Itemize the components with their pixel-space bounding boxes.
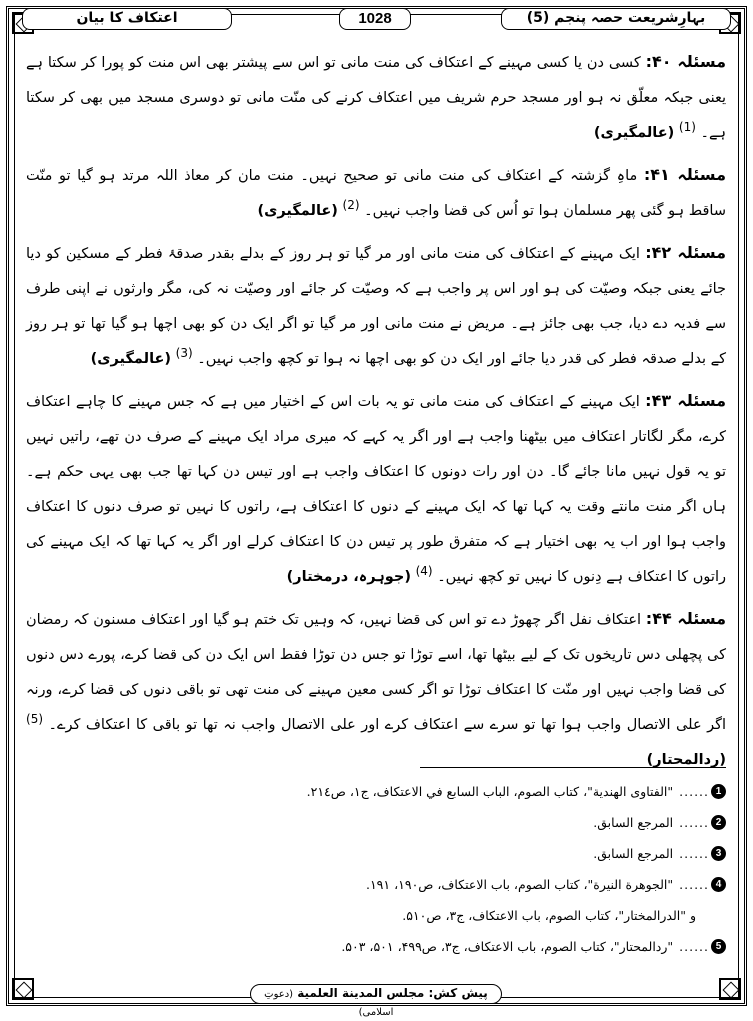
footnote-ref[interactable]: (3) (175, 346, 193, 361)
chapter-title: اعتکاف کا بیان (22, 8, 232, 30)
masala-label: مسئلہ ۴۰: (645, 52, 727, 71)
footnote-text: المرجع السابق. (593, 846, 674, 861)
footnote-leader: ...... (679, 815, 709, 830)
masala-label: مسئلہ ۴۲: (645, 243, 727, 262)
publisher-org: (دعوتِ اسلامی) (264, 989, 394, 1018)
masala-label: مسئلہ ۴۳: (645, 391, 727, 410)
footnote-text: "ردالمحتار"، کتاب الصوم، باب الاعتکاف، ج۳، ص۴۹۹، ۵۰۱، ۵۰۳. (341, 939, 674, 954)
footnotes (26, 776, 726, 962)
footnote-item (26, 838, 726, 869)
footnote-number-badge: 1 (711, 784, 726, 799)
page-number: 1028 (339, 8, 411, 30)
footnote-text: "الفتاوی الهندیة"، کتاب الصوم، الباب السابع في الاعتکاف، ج۱، ص۲۱٤. (306, 784, 674, 799)
publisher-name: مجلس المدینة العلمیة (297, 986, 425, 1000)
footnote-item (26, 931, 726, 962)
footnote-ref[interactable]: (4) (415, 564, 433, 579)
source-citation: (عالمگیری) (257, 203, 338, 219)
masala-text: اعتکاف نفل اگر چھوڑ دے تو اس کی قضا نہیں، کہ وہیں تک ختم ہو گیا اور اعتکاف مسنون کہ رمضان کی پچھلی دس تاریخوں تک کے لیے بیٹھا تھا، اسے توڑا تو جس دن توڑا فقط اس ایک دن کی قضا کرے، پورے دس دنوں کی قضا واجب نہیں اور منّت کا اعتکاف توڑا تو اگر کسی معین مہینے کی منت تھی تو باقی دنوں کی قضا کرے، ورنہ اگر علی الاتصال واجب ہوا تھا تو سرے سے اعتکاف کرے اور علی الاتصال واجب نہ تھا تو باقی کا اعتکاف کرے۔ (26, 612, 727, 733)
masala-40 (26, 44, 726, 151)
footnote-item (26, 900, 726, 931)
source-citation: (ردالمحتار) (646, 752, 726, 768)
masala-text: کسی دن یا کسی مہینے کے اعتکاف کی منت مانی تو اس سے پیشتر بھی اس منت کو پورا کر سکتا ہے یعنی جبکہ معلّق نہ ہو اور مسجد حرم شریف میں اعتکاف کرنے کی منّت مانی تو دوسری مسجد میں بھی کر سکتا ہے۔ (26, 55, 726, 141)
masala-label: مسئلہ ۴۴: (645, 609, 727, 628)
footnote-number-badge: 3 (711, 846, 726, 861)
footnote-text: "الجوهرة النیرة"، کتاب الصوم، باب الاعتکاف، ص۱۹۰، ۱۹۱. (365, 877, 674, 892)
page-header (22, 6, 731, 32)
footnote-leader: ...... (679, 784, 709, 799)
footnote-item (26, 869, 726, 900)
footnote-leader: ...... (679, 846, 709, 861)
book-title: بہارِشریعت حصہ پنجم (5) (501, 8, 731, 30)
footnote-leader: ...... (679, 877, 709, 892)
masala-text: ایک مہینے کے اعتکاف کی منت مانی اور مر گیا تو ہر روز کے بدلے بقدر صدقۂ فطر کے مسکین کو دیا جائے یعنی جبکہ وصیّت کی ہو اور اس پر واجب ہے کہ وصیّت کر جائے اور وصیّت نہ کی، مگر وارثوں نے اپنی طرف سے فدیہ دے دیا، جب بھی جائز ہے۔ مریض نے منت مانی اور مر گیا تو اگر ایک دن کو بھی اچھا ہو گیا تھا تو ہر روز کے بدلے صدقہ فطر کی قدر دیا جائے اور ایک دن کو بھی اچھا نہ ہوا تو کچھ واجب نہیں۔ (26, 246, 726, 367)
footnote-text: و "الدرالمختار"، کتاب الصوم، باب الاعتکاف، ج۳، ص۵۱۰. (402, 908, 696, 923)
footnote-leader: ...... (679, 939, 709, 954)
source-citation: (عالمگیری) (90, 351, 172, 367)
masala-text: ماہِ گزشتہ کے اعتکاف کی منت مانی تو صحیح نہیں۔ منت مان کر معاذ اللہ مرتد ہو گیا تو منّت ساقط ہو گئی پھر مسلمان ہوا تو اُس کی قضا واجب نہیں۔ (26, 168, 726, 219)
source-citation: (عالمگیری) (593, 125, 675, 141)
footnote-ref[interactable]: (1) (678, 120, 696, 135)
page-footer (0, 984, 753, 1018)
masala-label: مسئلہ ۴۱: (643, 165, 726, 184)
footnote-text: المرجع السابق. (593, 815, 674, 830)
footer-prefix: پیش کش: (428, 986, 488, 1000)
masala-44 (26, 601, 726, 778)
footnote-number-badge: 2 (711, 815, 726, 830)
footnote-item (26, 807, 726, 838)
main-text (26, 44, 726, 784)
masala-43 (26, 383, 726, 595)
footnote-number-badge: 5 (711, 939, 726, 954)
footnote-item (26, 776, 726, 807)
source-citation: (جوہرہ، درمختار) (286, 569, 411, 585)
masala-42 (26, 235, 726, 377)
footnote-divider (420, 767, 726, 768)
masala-text: ایک مہینے کے اعتکاف کی منت مانی تو یہ بات اس کے اختیار میں ہے کہ جس مہینے کا چاہے اعتکاف کرے، مگر لگاتار اعتکاف میں بیٹھنا واجب ہے اور اگر یہ کہے کہ میری مراد ایک مہینے کے صرف دن تھے، راتیں نہیں تو یہ قول نہیں مانا جائے گا۔ دن اور رات دونوں کا اعتکاف واجب ہے اور تیس دن کہا تھا جب بھی یہی حکم ہے۔ ہاں اگر منت مانتے وقت یہ کہا تھا کہ ایک مہینے کے دنوں کا اعتکاف ہے، راتوں کا نہیں تو صرف دنوں کا اعتکاف واجب ہوا اور اب یہ بھی اختیار ہے کہ متفرق طور پر تیس دن کا اعتکاف کرلے اور اگر یہ کہا تھا کہ ایک مہینے کی راتوں کا اعتکاف ہے دِنوں کا نہیں تو کچھ نہیں۔ (26, 394, 726, 585)
footnote-ref[interactable]: (2) (342, 198, 360, 213)
footnote-number-badge: 4 (711, 877, 726, 892)
masala-41 (26, 157, 726, 229)
publisher-credit (250, 984, 502, 1018)
footnote-ref[interactable]: (5) (26, 712, 44, 727)
